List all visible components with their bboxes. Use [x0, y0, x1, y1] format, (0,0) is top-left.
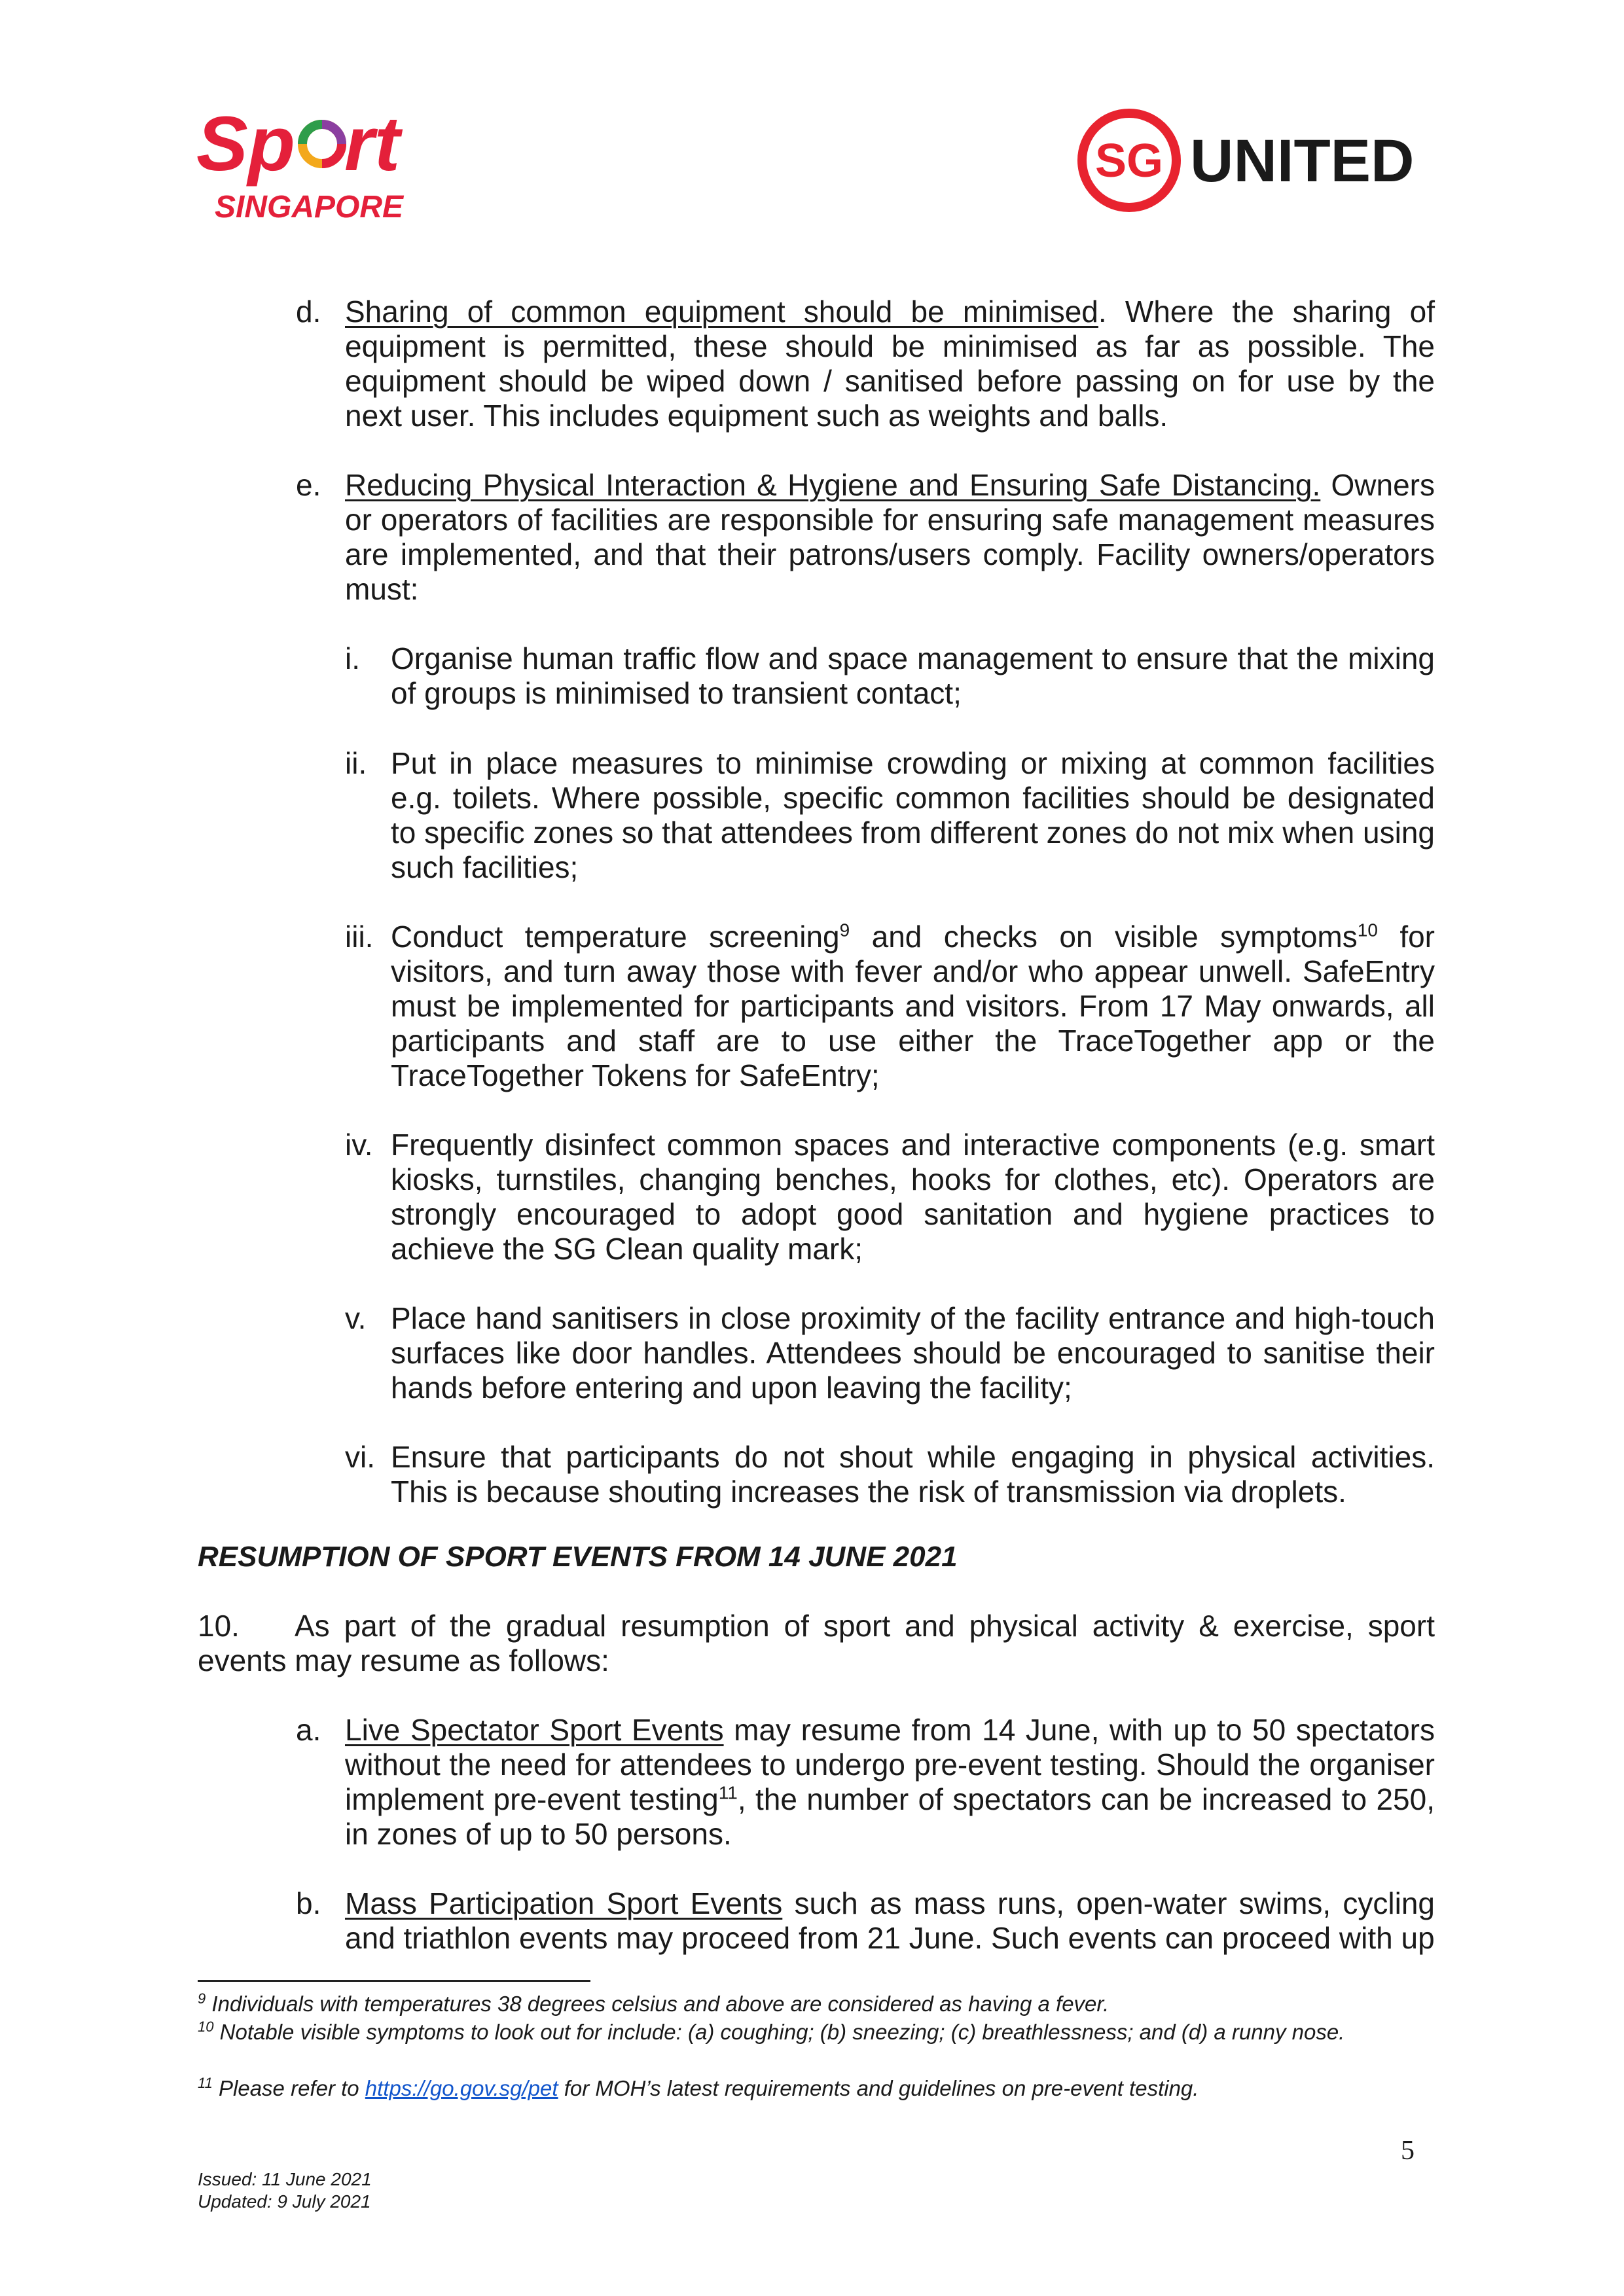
- sub-item-label: iv.: [345, 1128, 373, 1162]
- sub-item-text: and checks on visible symptoms: [850, 920, 1358, 954]
- logo-ring-icon: [302, 124, 342, 164]
- item-e-title: Reducing Physical Interaction & Hygiene and Ensuring Safe Distancing.: [345, 468, 1321, 502]
- sub-item-text: Ensure that participants do not shout while engaging in physical activities. This is because shouting increases the risk of transmission via droplets.: [391, 1440, 1435, 1509]
- footnote-text: Individuals with temperatures 38 degrees celsius and above are considered as having a fever.: [206, 1992, 1110, 2016]
- footnote-ref-10: 10: [1357, 920, 1378, 941]
- footnote-mark: 11: [198, 2075, 213, 2091]
- sub-item-text: Place hand sanitisers in close proximity of the facility entrance and high-touch surfaces like door handles. Attendees should be encouraged to sanitise their hands before entering and upon leaving the facility;: [391, 1301, 1435, 1405]
- issued-date: Issued: 11 June 2021: [198, 2169, 372, 2189]
- sub-item-text: Put in place measures to minimise crowding or mixing at common facilities e.g. toilets. Where possible, specific common facilities should be designated to specific zones so that attendees from different zones do not mix when using such facilities;: [391, 746, 1435, 884]
- footnote-text: Notable visible symptoms to look out for include: (a) coughing; (b) sneezing; (c) breathlessness; and (d) a runny nose.: [213, 2020, 1345, 2044]
- sport-singapore-logo: [196, 105, 445, 229]
- sub-item-vi: [345, 1440, 1435, 1509]
- footnote-ref-9: 9: [839, 920, 850, 941]
- item-a-text: , the number of spectators can be increased to 250, in zones of up to 50 persons.: [345, 1782, 1435, 1851]
- footnote-divider: [198, 1980, 590, 1982]
- footnote-11: [198, 2074, 1441, 2102]
- list-item-a: [296, 1713, 1435, 1852]
- list-item-e: [296, 468, 1435, 607]
- sub-item-text: Organise human traffic flow and space management to ensure that the mixing of groups is minimised to transient contact;: [391, 641, 1435, 710]
- item-a-text: may resume from 14 June, with up to 50 spectators without the need for attendees to undergo pre-event testing. Should the organiser implement pre-event testing: [345, 1713, 1435, 1816]
- item-label: e.: [296, 468, 321, 502]
- sub-item-label: v.: [345, 1301, 367, 1335]
- sub-item-iv: [345, 1128, 1435, 1266]
- sub-item-v: [345, 1301, 1435, 1405]
- updated-date: Updated: 9 July 2021: [198, 2191, 371, 2212]
- logo-united-text: UNITED: [1190, 128, 1415, 194]
- pet-guidelines-link[interactable]: https://go.gov.sg/pet: [365, 2076, 558, 2100]
- paragraph-text: As part of the gradual resumption of sport and physical activity & exercise, sport events may resume as follows:: [198, 1609, 1435, 1677]
- sub-item-i: [345, 641, 1435, 711]
- logo-sg-badge: SG: [1094, 135, 1164, 187]
- item-label: b.: [296, 1886, 321, 1920]
- footnote-10: [198, 2018, 1441, 2046]
- paragraph-number: 10.: [198, 1609, 240, 1643]
- footnote-mark: 10: [198, 2018, 214, 2035]
- footnote-ref-11: 11: [718, 1782, 738, 1803]
- sg-united-logo: [1074, 105, 1420, 216]
- page-number: 5: [1401, 2136, 1415, 2166]
- logo-singapore-text: SINGAPORE: [215, 190, 404, 224]
- sub-item-text: Frequently disinfect common spaces and interactive components (e.g. smart kiosks, turnstiles, changing benches, hooks for clothes, etc). Operators are strongly encouraged to adopt good sanitation and hygiene practices to achieve the SG Clean quality mark;: [391, 1128, 1435, 1266]
- sub-item-text: Conduct temperature screening: [391, 920, 840, 954]
- logo-sport-sp: Sp: [196, 105, 295, 187]
- footnote-9: [198, 1990, 1441, 2018]
- sub-item-label: i.: [345, 641, 360, 675]
- item-label: a.: [296, 1713, 321, 1747]
- footnote-text: Please refer to: [212, 2076, 365, 2100]
- item-label: d.: [296, 295, 321, 329]
- footnote-mark: 9: [198, 1990, 206, 2007]
- item-b-text: such as mass runs, open-water swims, cycling and triathlon events may proceed from 21 June. Such events can proceed with up: [345, 1886, 1435, 1955]
- item-d-title: Sharing of common equipment should be minimised: [345, 295, 1098, 329]
- sub-item-label: ii.: [345, 746, 367, 780]
- item-b-title: Mass Participation Sport Events: [345, 1886, 783, 1920]
- item-d-text: . Where the sharing of equipment is permitted, these should be minimised as far as possible. The equipment should be wiped down / sanitised before passing on for use by the next user. This includes equipment such as weights and balls.: [345, 295, 1435, 433]
- sub-item-label: iii.: [345, 920, 374, 954]
- sub-item-label: vi.: [345, 1440, 375, 1474]
- list-item-b: [296, 1886, 1435, 1956]
- item-e-text: Owners or operators of facilities are responsible for ensuring safe management measures are implemented, and that their patrons/users comply. Facility owners/operators must:: [345, 468, 1435, 606]
- section-heading: RESUMPTION OF SPORT EVENTS FROM 14 JUNE 2021: [198, 1541, 958, 1573]
- sub-item-text: for visitors, and turn away those with fever and/or who appear unwell. SafeEntry must be implemented for participants and visitors. From 17 May onwards, all participants and staff are to use either the TraceTogether app or the TraceTogether Tokens for SafeEntry;: [391, 920, 1435, 1092]
- logo-sport-rt: rt: [344, 105, 401, 187]
- sub-item-ii: [345, 746, 1435, 885]
- paragraph-10: [198, 1609, 1435, 1678]
- item-a-title: Live Spectator Sport Events: [345, 1713, 724, 1747]
- footnote-text: for MOH’s latest requirements and guidelines on pre-event testing.: [558, 2076, 1199, 2100]
- list-item-d: [296, 295, 1435, 433]
- sub-item-iii: [345, 920, 1435, 1093]
